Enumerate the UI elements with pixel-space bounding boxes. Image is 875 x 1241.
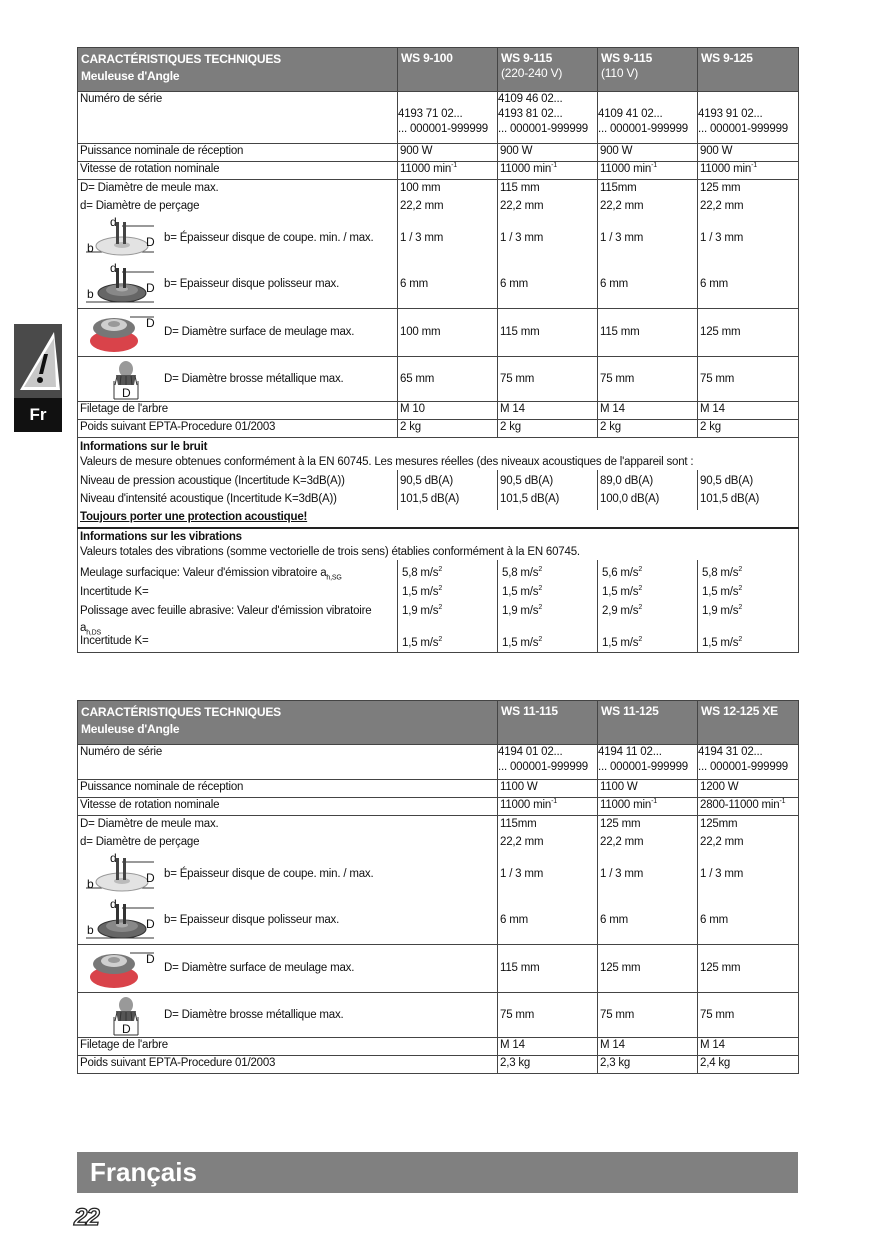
- cell-value: 1100 W: [498, 780, 598, 798]
- row-label: D= Diamètre surface de meulage max.: [164, 326, 355, 338]
- cell-value: 1200 W: [698, 780, 799, 798]
- icon-letter-D: D: [146, 917, 155, 932]
- cell-value: 900 W: [698, 144, 799, 162]
- section-title: Informations sur le bruit: [80, 441, 208, 453]
- cell-value: 75 mm: [498, 993, 598, 1038]
- model-voltage: (220-240 V): [501, 66, 563, 80]
- table-title: CARACTÉRISTIQUES TECHNIQUES: [81, 705, 281, 719]
- icon-letter-b: b: [87, 287, 94, 302]
- row-label: d= Diamètre de perçage: [80, 200, 200, 212]
- cell-value: M 14: [498, 402, 598, 420]
- section-title: Informations sur les vibrations: [80, 531, 242, 543]
- cell-value: 75 mm: [698, 993, 799, 1038]
- wire-brush-icon: [86, 993, 156, 1037]
- section-desc: Valeurs totales des vibrations (somme vectorielle de trois sens) établies conformément à la EN 60745.: [80, 546, 580, 558]
- cell-value: 6 mm: [498, 261, 598, 309]
- cell-value: 1 / 3 mm: [398, 216, 498, 261]
- table-row: [78, 309, 799, 357]
- table-header: [78, 701, 799, 745]
- cell-value: M 14: [698, 402, 799, 420]
- model-name: WS 11-125: [598, 701, 698, 745]
- table-row: [78, 798, 799, 816]
- cell-value: 2 kg: [698, 420, 799, 438]
- table-subtitle: Meuleuse d'Angle: [81, 69, 180, 83]
- cell-value: 900 W: [398, 144, 498, 162]
- grinding-surface-icon: [86, 947, 156, 991]
- row-label: Puissance nominale de réception: [78, 780, 498, 798]
- wire-brush-icon: [86, 357, 156, 401]
- model-name: WS 9-115: [601, 51, 653, 65]
- model-name: WS 9-125: [701, 51, 753, 65]
- cell-value: 6 mm: [598, 897, 698, 945]
- row-label: b= Epaisseur disque polisseur max.: [164, 277, 340, 290]
- table-row: [78, 402, 799, 420]
- cell-value: 2,3 kg: [598, 1056, 698, 1074]
- row-label: d= Diamètre de perçage: [80, 836, 200, 848]
- cell-value: 115 mm: [498, 945, 598, 993]
- table-header: [78, 48, 799, 92]
- table-row: [78, 216, 799, 261]
- cell-value: 1 / 3 mm: [498, 216, 598, 261]
- cell-value: 900 W: [498, 144, 598, 162]
- table-row: [78, 510, 799, 528]
- model-name: WS 9-115: [501, 51, 553, 65]
- row-label: D= Diamètre de meule max.: [80, 818, 219, 830]
- table-row: [78, 780, 799, 798]
- row-label: b= Épaisseur disque de coupe. min. / max.: [164, 231, 374, 244]
- polishing-disc-icon: [86, 262, 156, 306]
- cell-value: 75 mm: [598, 993, 698, 1038]
- row-label: b= Epaisseur disque polisseur max.: [164, 913, 340, 926]
- row-label: Filetage de l'arbre: [78, 1038, 498, 1056]
- cell-value: 6 mm: [598, 261, 698, 309]
- cell-value: 6 mm: [698, 261, 799, 309]
- table-row: Niveau de pression acoustique (Incertitude K=3dB(A)) Niveau d'intensité acoustique (Incertitude K=3dB(A)) 90,5 dB(A) 101,5 dB(A) 90,5 dB(A) 101,5 dB(A) 89,0 dB(A) 100,0 dB(A) 90,5 dB(A) 101,5 dB(A): [78, 470, 799, 510]
- row-label: D= Diamètre brosse métallique max.: [164, 372, 344, 385]
- table-row: Numéro de série 4194 01 02... ... 000001-999999 4194 11 02... ... 000001-999999 4194 31 02... ... 000001-999999: [78, 745, 799, 780]
- cell-value: 75 mm: [598, 357, 698, 402]
- cell-value: 6 mm: [398, 261, 498, 309]
- cell-value: 2 kg: [498, 420, 598, 438]
- row-label: b= Épaisseur disque de coupe. min. / max.: [164, 867, 374, 880]
- footer-language-bar: Français: [77, 1152, 798, 1193]
- icon-letter-D: D: [146, 315, 155, 330]
- icon-letter-d: d: [110, 852, 117, 865]
- icon-letter-D: D: [146, 871, 155, 885]
- table-subtitle: Meuleuse d'Angle: [81, 722, 180, 736]
- icon-letter-D: D: [146, 235, 155, 249]
- cell-value: 1100 W: [598, 780, 698, 798]
- row-label: Vitesse de rotation nominale: [78, 798, 498, 816]
- cell-value: M 14: [598, 1038, 698, 1056]
- grinding-surface-icon: [86, 311, 156, 355]
- cell-value: 6 mm: [698, 897, 799, 945]
- cell-value: M 14: [598, 402, 698, 420]
- model-name: WS 12-125 XE: [698, 701, 799, 745]
- cell-value: 6 mm: [498, 897, 598, 945]
- model-voltage: (110 V): [601, 66, 639, 80]
- table-row: [78, 1038, 799, 1056]
- table-row: [78, 420, 799, 438]
- row-label: D= Diamètre brosse métallique max.: [164, 1008, 344, 1021]
- cell-value: 115 mm: [598, 309, 698, 357]
- row-label: Poids suivant EPTA-Procedure 01/2003: [78, 420, 398, 438]
- cell-value: 1 / 3 mm: [698, 852, 799, 897]
- model-name: WS 11-115: [498, 701, 598, 745]
- icon-letter-D: D: [122, 1022, 131, 1036]
- table-row: [78, 528, 799, 560]
- row-label: Niveau d'intensité acoustique (Incertitude K=3dB(A)): [80, 493, 337, 505]
- cell-value: 1 / 3 mm: [698, 216, 799, 261]
- table-row: Numéro de série 4193 71 02... ... 000001-999999 4109 46 02... 4193 81 02... ... 000001-999999 4109 41 02... ... 000001-999999 4193 91 02... ... 000001-999999: [78, 92, 799, 144]
- cell-value: M 14: [498, 1038, 598, 1056]
- section-desc: Valeurs de mesure obtenues conformément à la EN 60745. Les mesures réelles (des niveaux acoustiques de l'appareil sont :: [80, 456, 694, 468]
- icon-letter-d: d: [110, 898, 117, 912]
- table-row: [78, 261, 799, 309]
- table-row: [78, 993, 799, 1038]
- cell-value: 125 mm: [698, 309, 799, 357]
- language-label: Fr: [14, 398, 62, 432]
- row-label: Numéro de série: [78, 745, 498, 780]
- icon-letter-D: D: [146, 281, 155, 296]
- specs-table-2: [77, 700, 799, 1074]
- cell-value: 2 kg: [398, 420, 498, 438]
- cell-value: M 14: [698, 1038, 799, 1056]
- table-row: [78, 438, 799, 471]
- model-name: WS 9-100: [401, 51, 453, 65]
- row-label: Puissance nominale de réception: [78, 144, 398, 162]
- cell-value: 115 mm: [498, 309, 598, 357]
- hearing-warning: Toujours porter une protection acoustique!: [80, 511, 308, 523]
- table-title: CARACTÉRISTIQUES TECHNIQUES: [81, 52, 281, 66]
- row-label: Numéro de série: [78, 92, 398, 144]
- icon-letter-b: b: [87, 923, 94, 938]
- cell-value: 2,4 kg: [698, 1056, 799, 1074]
- table-row: [78, 144, 799, 162]
- cell-value: 1 / 3 mm: [498, 852, 598, 897]
- table-row: Meulage surfacique: Valeur d'émission vibratoire $a_{h,SG}$ Incertitude K= Polissage avec feuille abrasive: Valeur d'émission vibratoire $a_{h,DS}$ Incertitude K= 5,8 $m/s^2$ 1,5 $m/s^2$ 1,9 $m/s^2$ 1,5 $m/s^2$ 5,8 $m/s^2$ 1,5 $m/s^2$ 1,9 $m/s^2$ 1,5 $m/s^2$ 5,6 $m/s^2$ 1,5 $m/s^2$ 2,9 $m/s^2$ 1,5 $m/s^2$ 5,8 $m/s^2$ 1,5 $m/s^2$ 1,9 $m/s^2$ 1,5 $m/s^2$: [78, 560, 799, 652]
- cell-value: 2800-11000 $\min^{-1}$: [698, 798, 799, 816]
- cell-value: M 10: [398, 402, 498, 420]
- cell-value: 125 mm: [698, 945, 799, 993]
- cutting-disc-icon: [86, 216, 156, 260]
- table-row: [78, 357, 799, 402]
- icon-letter-b: b: [87, 877, 94, 891]
- cell-value: 11000 $\min^{-1}$: [598, 798, 698, 816]
- page-number: 22: [74, 1204, 99, 1231]
- row-label: Poids suivant EPTA-Procedure 01/2003: [78, 1056, 498, 1074]
- icon-letter-d: d: [110, 216, 117, 229]
- cell-value: 125 mm: [598, 945, 698, 993]
- table-row: D= Diamètre de meule max. d= Diamètre de perçage 100 mm 22,2 mm 115 mm 22,2 mm 115mm 22,2 mm 125 mm 22,2 mm: [78, 180, 799, 216]
- icon-letter-b: b: [87, 241, 94, 255]
- table-row: [78, 945, 799, 993]
- cell-value: 900 W: [598, 144, 698, 162]
- row-label: Niveau de pression acoustique (Incertitude K=3dB(A)): [80, 475, 345, 487]
- row-label: Filetage de l'arbre: [78, 402, 398, 420]
- row-label: Vitesse de rotation nominale: [78, 162, 398, 180]
- cell-value: 1 / 3 mm: [598, 852, 698, 897]
- table-row: [78, 1056, 799, 1074]
- cell-value: 11000 $\min^{-1}$: [398, 162, 498, 180]
- row-label: D= Diamètre surface de meulage max.: [164, 962, 355, 974]
- cell-value: 11000 $\min^{-1}$: [498, 798, 598, 816]
- cell-value: 2 kg: [598, 420, 698, 438]
- specs-table-1: [77, 47, 799, 653]
- table-row: [78, 897, 799, 945]
- cell-value: 2,3 kg: [498, 1056, 598, 1074]
- table-row: [78, 852, 799, 897]
- cell-value: 11000 $\min^{-1}$: [498, 162, 598, 180]
- row-label: D= Diamètre de meule max.: [80, 182, 219, 194]
- polishing-disc-icon: [86, 898, 156, 942]
- cell-value: 75 mm: [498, 357, 598, 402]
- cell-value: 11000 $\min^{-1}$: [698, 162, 799, 180]
- icon-letter-d: d: [110, 262, 117, 276]
- table-row: [78, 162, 799, 180]
- cell-value: 1 / 3 mm: [598, 216, 698, 261]
- cell-value: 75 mm: [698, 357, 799, 402]
- icon-letter-D: D: [122, 386, 131, 400]
- table-row: D= Diamètre de meule max. d= Diamètre de perçage 115mm 22,2 mm 125 mm 22,2 mm 125mm 22,2 mm: [78, 816, 799, 852]
- cutting-disc-icon: [86, 852, 156, 896]
- cell-value: 11000 $\min^{-1}$: [598, 162, 698, 180]
- cell-value: 100 mm: [398, 309, 498, 357]
- icon-letter-D: D: [146, 951, 155, 966]
- cell-value: 65 mm: [398, 357, 498, 402]
